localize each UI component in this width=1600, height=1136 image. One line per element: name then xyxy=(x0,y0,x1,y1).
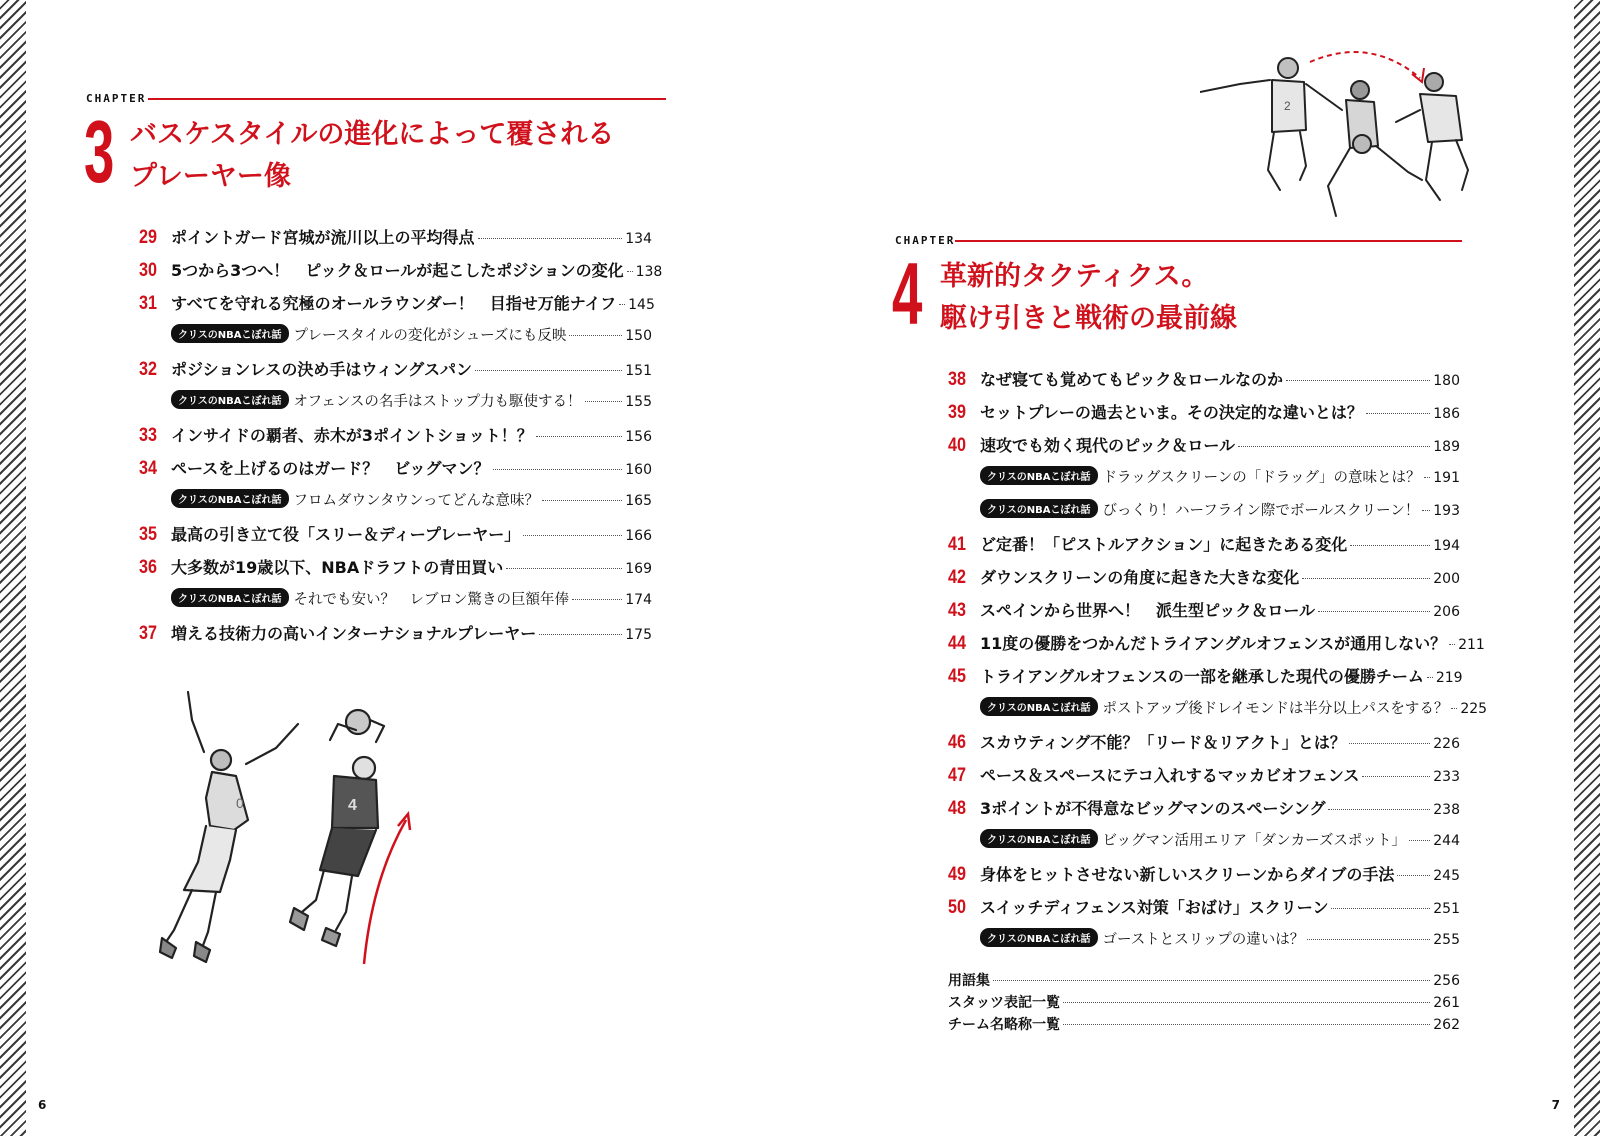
toc-entry[interactable] xyxy=(948,895,1460,928)
toc-entry[interactable] xyxy=(948,1014,1460,1036)
column-badge: クリスのNBAこぼれ話 xyxy=(980,499,1098,518)
entry-title: 3ポイントが不得意なビッグマンのスペーシング xyxy=(980,799,1326,818)
entry-title: チーム名略称一覧 xyxy=(948,1017,1060,1033)
toc-entry[interactable] xyxy=(948,565,1460,598)
dot-leader xyxy=(1286,380,1430,381)
right-edge-hatch xyxy=(1574,0,1600,1136)
entry-title: ダウンスクリーンの角度に起きた大きな変化 xyxy=(980,568,1300,587)
column-badge: クリスのNBAこぼれ話 xyxy=(171,489,289,508)
entry-title: プレースタイルの変化がシューズにも反映 xyxy=(293,328,567,344)
column-badge: クリスのNBAこぼれ話 xyxy=(171,390,289,409)
entry-title: ビッグマン活用エリア「ダンカーズスポット」 xyxy=(1102,833,1406,849)
page-number: 174 xyxy=(625,592,652,608)
dot-leader xyxy=(1424,477,1431,478)
toc-entry[interactable] xyxy=(139,555,652,588)
dot-leader xyxy=(1350,545,1430,546)
page-number: 150 xyxy=(625,328,652,344)
dot-leader xyxy=(1307,939,1430,940)
column-badge: クリスのNBAこぼれ話 xyxy=(980,928,1098,947)
entry-title: 増える技術力の高いインターナショナルプレーヤー xyxy=(171,624,537,643)
toc-entry[interactable] xyxy=(139,522,652,555)
section-number: 50 xyxy=(948,897,966,918)
page-number: 165 xyxy=(625,493,652,509)
toc-entry[interactable] xyxy=(948,862,1460,895)
column-badge: クリスのNBAこぼれ話 xyxy=(980,697,1098,716)
chapter-rule xyxy=(955,240,1462,242)
section-number: 38 xyxy=(948,369,966,390)
section-number: 34 xyxy=(139,458,157,479)
entry-title: すべてを守れる究極のオールラウンダー！ 目指せ万能ナイフ xyxy=(171,294,617,313)
page-number: 244 xyxy=(1433,833,1460,849)
section-number: 37 xyxy=(139,623,157,644)
dot-leader xyxy=(572,599,622,600)
dot-leader xyxy=(619,304,625,305)
page-number: 194 xyxy=(1433,538,1460,554)
page-number: 191 xyxy=(1433,470,1460,486)
section-number: 31 xyxy=(139,293,157,314)
toc-sidebar-entry[interactable] xyxy=(948,466,1460,499)
dot-leader xyxy=(1328,809,1430,810)
entry-title: オフェンスの名手はストップ力も駆使する！ xyxy=(293,394,582,410)
page-number: 175 xyxy=(625,627,652,643)
left-edge-hatch xyxy=(0,0,26,1136)
toc-entry[interactable] xyxy=(948,992,1460,1014)
column-badge: クリスのNBAこぼれ話 xyxy=(171,588,289,607)
page-number: 262 xyxy=(1433,1017,1460,1033)
dot-leader xyxy=(493,469,623,470)
entry-title: なぜ寝ても覚めてもピック＆ロールなのか xyxy=(980,370,1284,389)
page-number: 160 xyxy=(625,462,652,478)
chapter-number: 4 xyxy=(892,244,923,343)
dot-leader xyxy=(993,980,1430,981)
page-number: 206 xyxy=(1433,604,1460,620)
toc-entry[interactable] xyxy=(139,258,663,291)
entry-title: 身体をヒットさせない新しいスクリーンからダイブの手法 xyxy=(980,865,1395,884)
section-number: 40 xyxy=(948,435,966,456)
toc-entry[interactable] xyxy=(948,631,1485,664)
dot-leader xyxy=(539,634,622,635)
basketball-shot-illustration xyxy=(126,680,426,1000)
toc-sidebar-entry[interactable] xyxy=(139,324,652,357)
entry-title: セットプレーの過去といま。その決定的な違いとは？ xyxy=(980,403,1363,422)
dot-leader xyxy=(1397,875,1430,876)
dot-leader xyxy=(506,568,622,569)
page-number: 251 xyxy=(1433,901,1460,917)
dot-leader xyxy=(1362,776,1430,777)
chapter-title-line2: プレーヤー像 xyxy=(130,161,291,192)
page-number: 211 xyxy=(1458,637,1485,653)
page-number: 255 xyxy=(1433,932,1460,948)
section-number: 33 xyxy=(139,425,157,446)
entry-title: ど定番！「ピストルアクション」に起きたある変化 xyxy=(980,535,1348,554)
section-number: 44 xyxy=(948,633,966,654)
entry-title: それでも安い？ レブロン驚きの巨額年俸 xyxy=(293,592,570,608)
entry-title: スペインから世界へ！ 派生型ピック＆ロール xyxy=(980,601,1316,620)
dot-leader xyxy=(478,238,623,239)
page-number: 189 xyxy=(1433,439,1460,455)
chapter-title-line1: 革新的タクティクス。 xyxy=(940,261,1209,292)
entry-title: 最高の引き立て役「スリー＆ディープレーヤー」 xyxy=(171,525,521,544)
entry-title: 用語集 xyxy=(948,973,990,989)
pick-and-roll-illustration xyxy=(1200,40,1500,230)
dot-leader xyxy=(475,370,622,371)
section-number: 45 xyxy=(948,666,966,687)
entry-title: 11度の優勝をつかんだトライアングルオフェンスが通用しない？ xyxy=(980,634,1447,653)
toc-entry[interactable] xyxy=(139,225,652,258)
section-number: 39 xyxy=(948,402,966,423)
column-badge: クリスのNBAこぼれ話 xyxy=(980,466,1098,485)
dot-leader xyxy=(1427,677,1433,678)
page-number: 134 xyxy=(625,231,652,247)
entry-title: ゴーストとスリップの違いは？ xyxy=(1102,932,1305,948)
chapter-title xyxy=(940,256,1237,340)
page-folio: 6 xyxy=(38,1098,47,1112)
column-badge: クリスのNBAこぼれ話 xyxy=(171,324,289,343)
left-page xyxy=(26,0,800,1136)
section-number: 29 xyxy=(139,227,157,248)
page-number: 245 xyxy=(1433,868,1460,884)
entry-title: 大多数が19歳以下、NBAドラフトの青田買い xyxy=(171,558,504,577)
page-number: 219 xyxy=(1435,670,1463,686)
dot-leader xyxy=(542,500,622,501)
page-number: 225 xyxy=(1460,701,1488,717)
entry-title: スタッツ表記一覧 xyxy=(948,995,1060,1011)
page-number: 186 xyxy=(1433,406,1460,422)
toc-entry[interactable] xyxy=(948,433,1460,466)
entry-title: 5つから3つへ！ ピック＆ロールが起こしたポジションの変化 xyxy=(171,261,624,280)
entry-title: ペースを上げるのはガード？ ビッグマン？ xyxy=(171,459,490,478)
toc-sidebar-entry[interactable] xyxy=(139,588,652,621)
chapter-rule xyxy=(148,98,666,100)
entry-title: ペース＆スペースにテコ入れするマッカビオフェンス xyxy=(980,766,1360,785)
entry-title: ポジションレスの決め手はウィングスパン xyxy=(171,360,472,379)
dot-leader xyxy=(1366,413,1430,414)
page-number: 180 xyxy=(1433,373,1460,389)
toc-entry[interactable] xyxy=(948,970,1460,992)
entry-title: びっくり！ハーフライン際でボールスクリーン！ xyxy=(1102,503,1420,519)
chapter-number: 3 xyxy=(84,102,115,201)
page-number: 155 xyxy=(625,394,652,410)
page-number: 256 xyxy=(1433,973,1460,989)
page-number: 193 xyxy=(1433,503,1460,519)
dot-leader xyxy=(1063,1024,1430,1025)
toc-entry[interactable] xyxy=(948,400,1460,433)
toc-entry[interactable] xyxy=(948,367,1460,400)
entry-title: ドラッグスクリーンの「ドラッグ」の意味とは？ xyxy=(1102,470,1421,486)
chapter-title-line1: バスケスタイルの進化によって覆される xyxy=(130,119,615,150)
dot-leader xyxy=(627,271,633,272)
toc-sidebar-entry[interactable] xyxy=(139,390,652,423)
toc-sidebar-entry[interactable] xyxy=(948,499,1460,532)
svg-text:0: 0 xyxy=(236,795,244,811)
page-folio: 7 xyxy=(1551,1098,1560,1112)
page-number: 138 xyxy=(635,264,663,280)
toc-entry[interactable] xyxy=(948,796,1460,829)
dot-leader xyxy=(523,535,622,536)
toc-entry[interactable] xyxy=(948,532,1460,565)
toc-entry[interactable] xyxy=(139,621,652,654)
toc-sidebar-entry[interactable] xyxy=(948,829,1460,862)
dot-leader xyxy=(1349,743,1430,744)
dot-leader xyxy=(585,401,623,402)
section-number: 48 xyxy=(948,798,966,819)
right-page xyxy=(800,0,1574,1136)
entry-title: トライアングルオフェンスの一部を継承した現代の優勝チーム xyxy=(980,667,1424,686)
appendix-list xyxy=(948,970,1460,1036)
toc-entry[interactable] xyxy=(139,291,655,324)
toc-entry[interactable] xyxy=(139,423,652,456)
toc-entry[interactable] xyxy=(139,357,652,390)
section-number: 49 xyxy=(948,864,966,885)
toc-entry[interactable] xyxy=(948,763,1460,796)
chapter-label: CHAPTER xyxy=(895,234,956,247)
page-number: 156 xyxy=(625,429,652,445)
svg-text:2: 2 xyxy=(1284,99,1291,113)
dot-leader xyxy=(1449,644,1455,645)
section-number: 36 xyxy=(139,557,157,578)
page-number: 169 xyxy=(625,561,652,577)
chapter-label: CHAPTER xyxy=(86,92,147,105)
section-number: 42 xyxy=(948,567,966,588)
page-number: 200 xyxy=(1433,571,1460,587)
dot-leader xyxy=(569,335,622,336)
page-number: 166 xyxy=(625,528,652,544)
dot-leader xyxy=(1063,1002,1430,1003)
dot-leader xyxy=(1451,708,1457,709)
toc-list xyxy=(948,367,1488,961)
section-number: 47 xyxy=(948,765,966,786)
dot-leader xyxy=(536,436,623,437)
dot-leader xyxy=(1331,908,1430,909)
chapter-title-line2: 駆け引きと戦術の最前線 xyxy=(940,303,1237,334)
toc-sidebar-entry[interactable] xyxy=(948,928,1460,961)
entry-title: インサイドの覇者、赤木が3ポイントショット！？ xyxy=(171,426,533,445)
toc-list xyxy=(139,225,663,654)
toc-sidebar-entry[interactable] xyxy=(948,697,1488,730)
page-number: 151 xyxy=(625,363,652,379)
section-number: 46 xyxy=(948,732,966,753)
entry-title: スイッチディフェンス対策「おばけ」スクリーン xyxy=(980,898,1329,917)
dot-leader xyxy=(1318,611,1430,612)
entry-title: ポイントガード宮城が流川以上の平均得点 xyxy=(171,228,475,247)
dot-leader xyxy=(1302,578,1430,579)
dot-leader xyxy=(1409,840,1430,841)
section-number: 43 xyxy=(948,600,966,621)
toc-entry[interactable] xyxy=(948,730,1460,763)
section-number: 41 xyxy=(948,534,966,555)
entry-title: フロムダウンタウンってどんな意味？ xyxy=(293,493,540,509)
toc-entry[interactable] xyxy=(139,456,652,489)
page-number: 226 xyxy=(1433,736,1460,752)
toc-entry[interactable] xyxy=(948,598,1460,631)
section-number: 32 xyxy=(139,359,157,380)
page-number: 238 xyxy=(1433,802,1460,818)
dot-leader xyxy=(1238,446,1430,447)
section-number: 35 xyxy=(139,524,157,545)
page-number: 233 xyxy=(1433,769,1460,785)
page-number: 261 xyxy=(1433,995,1460,1011)
toc-sidebar-entry[interactable] xyxy=(139,489,652,522)
svg-text:4: 4 xyxy=(348,797,357,814)
toc-entry[interactable] xyxy=(948,664,1463,697)
page-number: 145 xyxy=(628,297,655,313)
section-number: 30 xyxy=(139,260,157,281)
entry-title: 速攻でも効く現代のピック＆ロール xyxy=(980,436,1236,455)
entry-title: スカウティング不能？「リード＆リアクト」とは？ xyxy=(980,733,1346,752)
dot-leader xyxy=(1422,510,1430,511)
column-badge: クリスのNBAこぼれ話 xyxy=(980,829,1098,848)
chapter-title xyxy=(130,114,614,198)
entry-title: ポストアップ後ドレイモンドは半分以上パスをする？ xyxy=(1102,701,1449,717)
